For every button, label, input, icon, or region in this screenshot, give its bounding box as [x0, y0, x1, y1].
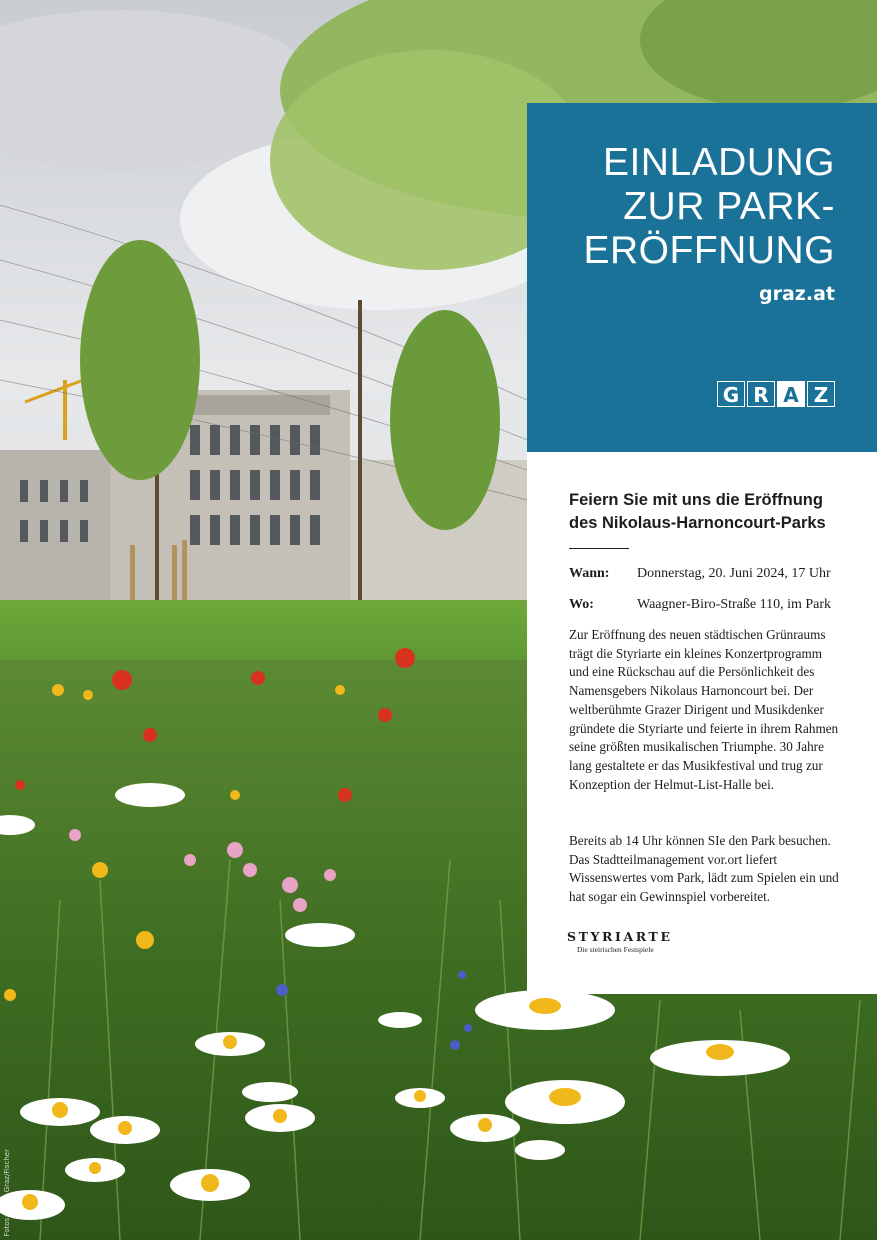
event-subheading — [569, 489, 869, 535]
subheading-line: des Nikolaus-Harnoncourt-Parks — [569, 514, 826, 532]
when-value: Donnerstag, 20. Juni 2024, 17 Uhr — [637, 566, 831, 581]
when-label: Wann: — [569, 566, 610, 581]
headline-line: EINLADUNG — [602, 141, 835, 184]
where-value: Waagner-Biro-Straße 110, im Park — [637, 597, 832, 612]
sponsor-tagline: Die steirischen Festspiele — [577, 945, 654, 954]
subheading-line: Feiern Sie mit uns die Eröffnung — [569, 491, 823, 509]
headline-line: ERÖFFNUNG — [583, 229, 835, 272]
where-label: Wo: — [569, 597, 594, 612]
info-panel — [527, 452, 877, 994]
styriarte-logo — [567, 929, 673, 954]
logo-letter: Z — [807, 381, 835, 407]
logo-letter: A — [777, 381, 805, 407]
website-link[interactable]: graz.at — [759, 283, 835, 305]
divider — [569, 548, 629, 549]
logo-letter: G — [717, 381, 745, 407]
activities-paragraph: Bereits ab 14 Uhr können SIe den Park besuchen. Das Stadtteilmanagement vor.ort liefert Wissenswertes vom Park, lädt zum Spielen ein und hat sogar ein Gewinnspiel vorbereitet. — [569, 833, 839, 905]
description-paragraph: Zur Eröffnung des neuen städtischen Grünraums trägt die Styriarte ein kleines Konzertprogramm und eine Rückschau auf die Persönlichkeit des Namensgebers Nikolaus Harnoncourt bei. Der weltberühmte Grazer Dirigent und Musikdenker gründete die Styriarte und feierte in ihrem Rahmen seine größten musikalischen Triumphe. 30 Jahre lang gestaltete er das Musikfestival und trug zur Konzeption der Helmut-List-Halle bei. — [569, 627, 839, 792]
graz-city-logo — [717, 381, 835, 407]
photo-credit: Fotos: Stadt Graz/Fischer — [3, 1148, 11, 1236]
sponsor-name: STYRIARTE — [567, 929, 673, 944]
title-panel — [527, 103, 877, 452]
headline-line: ZUR PARK- — [623, 185, 835, 228]
invitation-headline — [584, 141, 836, 273]
logo-letter: R — [747, 381, 775, 407]
